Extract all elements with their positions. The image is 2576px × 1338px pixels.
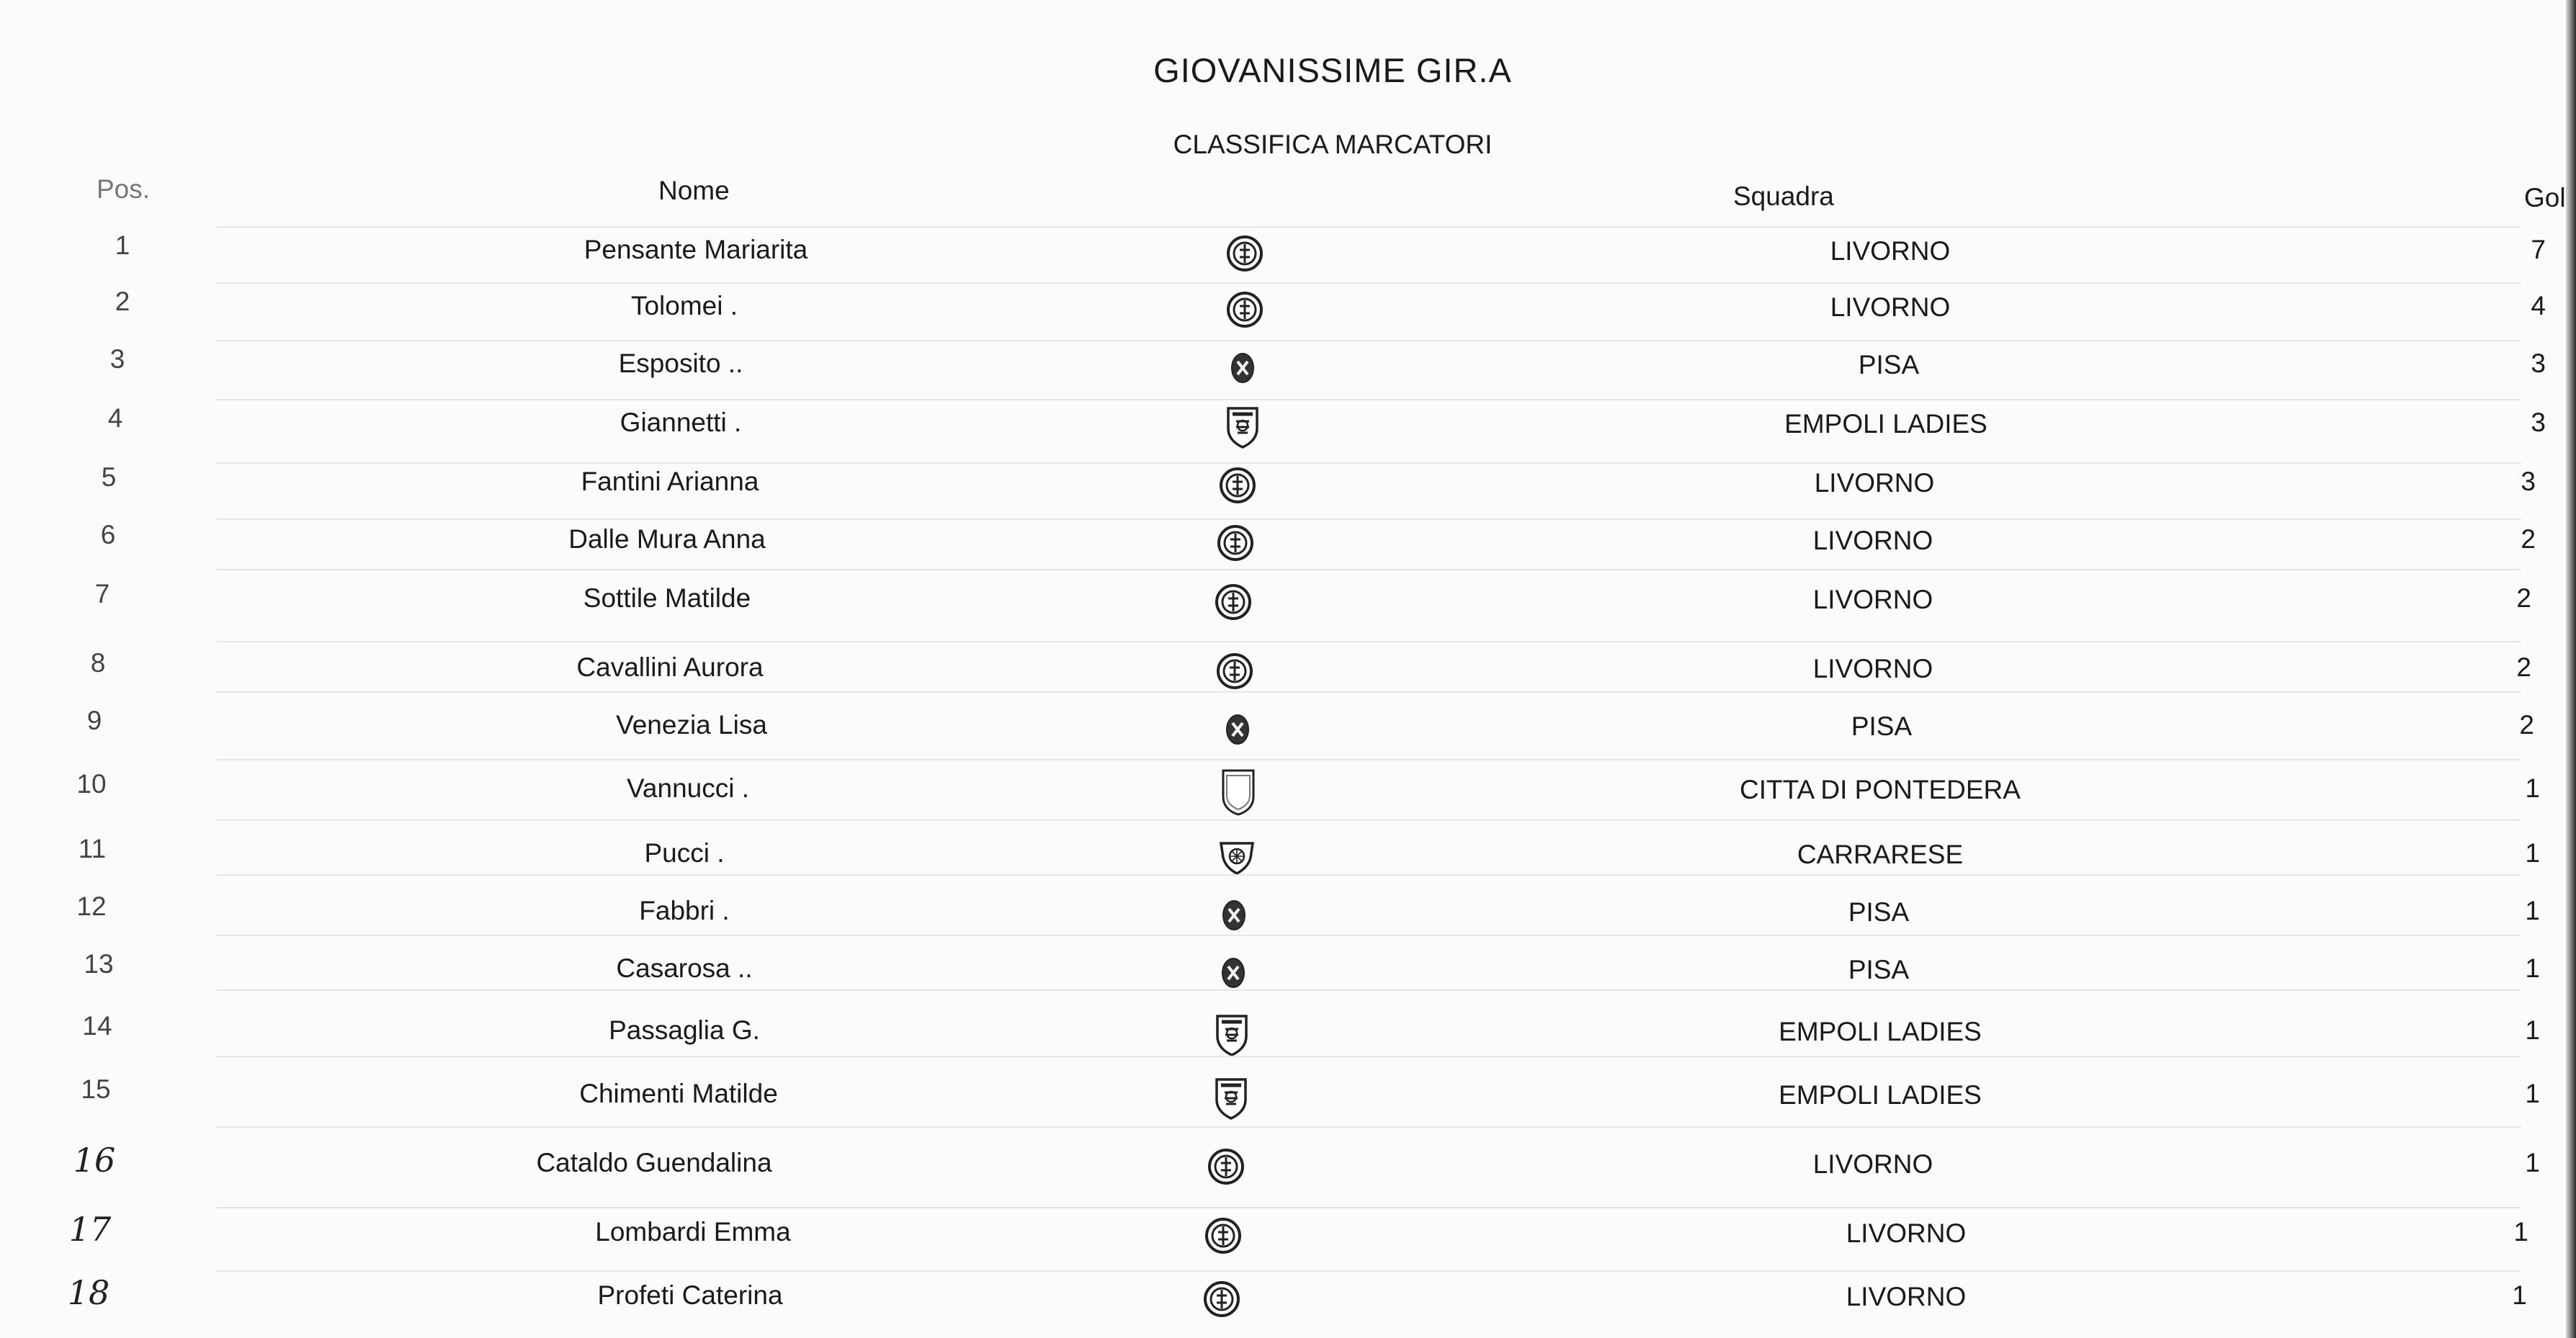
row-divider — [216, 820, 2521, 821]
livorno-crest-icon — [1225, 290, 1264, 329]
row-divider — [216, 874, 2521, 876]
row-team-name: LIVORNO — [1846, 1282, 1967, 1311]
row-goals: 3 — [2531, 408, 2546, 437]
row-position: 5 — [101, 462, 117, 492]
row-player-name: Casarosa .. — [616, 953, 753, 983]
row-team-name: LIVORNO — [1830, 236, 1951, 266]
row-position: 6 — [100, 520, 116, 549]
livorno-crest-icon — [1225, 234, 1264, 273]
row-goals: 7 — [2531, 235, 2546, 264]
row-team-name: PISA — [1848, 897, 1910, 927]
row-player-name: Venezia Lisa — [616, 710, 767, 740]
row-team-name: LIVORNO — [1812, 585, 1933, 614]
row-player-name: Pensante Mariarita — [583, 235, 808, 264]
row-player-name: Profeti Caterina — [597, 1280, 783, 1310]
empoli-crest-icon — [1225, 404, 1261, 449]
livorno-crest-icon — [1214, 583, 1253, 621]
row-divider — [216, 1056, 2521, 1057]
livorno-crest-icon — [1202, 1280, 1241, 1319]
row-goals: 2 — [2521, 524, 2536, 554]
row-divider — [216, 569, 2521, 570]
row-goals: 1 — [2525, 1079, 2540, 1108]
row-goals: 3 — [2531, 349, 2546, 378]
row-team-name: PISA — [1851, 711, 1913, 741]
row-position: 2 — [115, 287, 130, 316]
empoli-crest-icon — [1213, 1075, 1249, 1120]
row-goals: 1 — [2525, 773, 2540, 803]
row-player-name: Passaglia G. — [609, 1015, 760, 1045]
row-goals: 1 — [2513, 1217, 2528, 1247]
livorno-crest-icon — [1218, 466, 1257, 505]
pisa-crest-icon — [1223, 710, 1252, 747]
livorno-crest-icon — [1204, 1216, 1243, 1255]
pisa-crest-icon — [1219, 953, 1248, 991]
row-team-name: PISA — [1858, 350, 1920, 380]
row-divider — [216, 935, 2521, 936]
pontedera-crest-icon — [1220, 767, 1257, 817]
row-goals: 2 — [2516, 583, 2531, 613]
page-title: GIOVANISSIME GIR.A — [1153, 51, 1512, 89]
row-goals: 1 — [2525, 1015, 2540, 1045]
page-subtitle: CLASSIFICA MARCATORI — [1173, 130, 1493, 159]
row-position: 3 — [109, 344, 125, 374]
row-position: 15 — [81, 1074, 111, 1104]
page-edge-shadow — [2566, 0, 2576, 1338]
row-goals: 1 — [2525, 838, 2540, 868]
row-player-name: Fabbri . — [639, 896, 730, 925]
row-player-name: Giannetti . — [620, 408, 742, 437]
row-team-name: PISA — [1848, 955, 1910, 984]
row-goals: 3 — [2521, 467, 2536, 496]
row-position: 14 — [82, 1011, 112, 1041]
livorno-crest-icon — [1215, 652, 1254, 691]
row-goals: 1 — [2525, 953, 2540, 983]
row-team-name: LIVORNO — [1812, 526, 1933, 555]
row-team-name: EMPOLI LADIES — [1784, 409, 1987, 439]
row-player-name: Chimenti Matilde — [579, 1079, 778, 1108]
livorno-crest-icon — [1207, 1147, 1245, 1186]
livorno-crest-icon — [1216, 524, 1255, 562]
row-goals: 1 — [2512, 1280, 2527, 1310]
pisa-crest-icon — [1220, 896, 1248, 933]
row-player-name: Fantini Arianna — [581, 467, 759, 496]
row-goals: 2 — [2516, 652, 2531, 682]
row-divider — [216, 399, 2521, 400]
row-player-name: Sottile Matilde — [583, 583, 751, 613]
row-team-name: LIVORNO — [1814, 468, 1935, 498]
row-player-name: Esposito .. — [618, 349, 743, 378]
row-team-name: LIVORNO — [1846, 1218, 1967, 1248]
row-player-name: Tolomei . — [630, 291, 738, 320]
row-divider — [216, 1270, 2521, 1272]
row-goals: 1 — [2525, 896, 2540, 925]
row-position: 11 — [78, 834, 107, 863]
row-goals: 4 — [2531, 291, 2546, 320]
row-position: 8 — [90, 648, 106, 678]
row-team-name: EMPOLI LADIES — [1779, 1080, 1982, 1110]
row-player-name: Cavallini Aurora — [576, 652, 764, 682]
row-divider — [216, 226, 2521, 228]
row-divider — [216, 641, 2521, 642]
row-position: 12 — [76, 892, 107, 921]
column-header-goals: Gol — [2524, 183, 2566, 212]
row-divider — [216, 1126, 2521, 1128]
row-position: 13 — [84, 949, 114, 979]
column-header-team: Squadra — [1733, 181, 1834, 211]
column-header-name: Nome — [658, 176, 730, 205]
row-divider — [216, 518, 2521, 520]
row-team-name: EMPOLI LADIES — [1779, 1017, 1982, 1046]
row-position: 9 — [86, 706, 102, 735]
row-team-name: LIVORNO — [1812, 654, 1933, 683]
row-divider — [216, 340, 2521, 341]
row-divider — [216, 462, 2521, 464]
row-team-name: LIVORNO — [1812, 1149, 1933, 1179]
pisa-crest-icon — [1228, 349, 1257, 386]
row-player-name: Vannucci . — [626, 773, 750, 803]
row-position: 10 — [76, 769, 107, 799]
row-position: 16 — [73, 1141, 116, 1180]
row-divider — [216, 282, 2521, 284]
row-divider — [216, 989, 2521, 991]
row-divider — [216, 759, 2521, 760]
row-position: 18 — [67, 1273, 110, 1312]
row-divider — [216, 691, 2521, 693]
row-team-name: CARRARESE — [1797, 840, 1964, 869]
row-goals: 2 — [2519, 710, 2534, 740]
row-position: 7 — [94, 579, 110, 609]
row-goals: 1 — [2525, 1148, 2540, 1177]
row-player-name: Pucci . — [644, 838, 725, 868]
row-divider — [216, 1207, 2521, 1208]
column-header-pos: Pos. — [97, 174, 151, 204]
row-position: 17 — [68, 1210, 112, 1249]
row-player-name: Lombardi Emma — [595, 1217, 791, 1247]
row-position: 4 — [107, 403, 123, 433]
row-team-name: LIVORNO — [1830, 292, 1951, 322]
row-player-name: Cataldo Guendalina — [536, 1148, 772, 1177]
row-player-name: Dalle Mura Anna — [568, 524, 766, 554]
row-team-name: CITTA DI PONTEDERA — [1740, 775, 2021, 804]
row-position: 1 — [115, 230, 130, 260]
carrarese-crest-icon — [1217, 838, 1256, 876]
empoli-crest-icon — [1214, 1012, 1250, 1056]
